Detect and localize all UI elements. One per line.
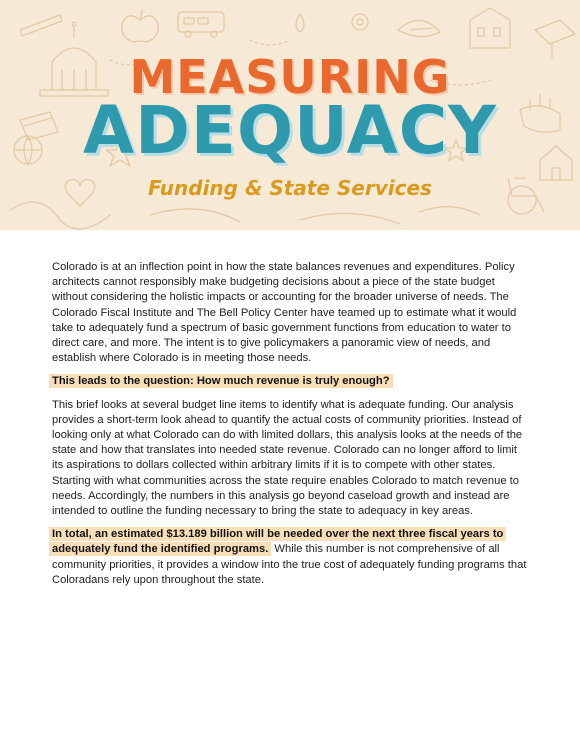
body-content [52,260,530,596]
leaf-icon [398,20,440,36]
header-banner [0,0,580,230]
building-icon [470,8,510,48]
pencil-icon [20,15,62,36]
total-highlight: In total, an estimated $13.189 billion will be needed over the next three fiscal years to adequately fund the identified programs. [49,527,506,556]
question-highlight: This leads to the question: How much revenue is truly enough? [49,374,393,388]
title-line-1: MEASURING [129,50,451,104]
apple-icon [122,10,159,42]
subtitle: Funding & State Services [148,176,432,200]
intro-paragraph: Colorado is at an inflection point in how the state balances revenues and expenditures. Policy architects cannot responsibly make budgeting decisions about a piece of the state budget without considering the holistic impacts or accounting for the broader universe of needs. The Colorado Fiscal Institute and The Bell Policy Center have teamed up to estimate what it would take to adequately fund a spectrum of basic government functions from education to water to direct care, and more. The intent is to give policymakers a panoramic view of needs, and establish where Colorado is in meeting those needs. [52,261,517,365]
swirl-decoration [10,202,110,229]
total-rest: While this number is not comprehensive of all community priorities, it provides a window into the true cost of adequately funding programs that Coloradans rely upon throughout the state. [52,543,527,586]
school-bus-icon [178,12,224,37]
analysis-paragraph: This brief looks at several budget line items to identify what is adequate funding. Our analysis provides a short-term look ahead to quantify the actual costs of community priorities. Instead of looking only at what Colorado can do with limited dollars, this analysis looks at the needs of the state and how that translates into needed state revenue. Colorado can no longer afford to limit its aspirations to dollars collected within arbitrary limits if it is to compete with other states. Starting with what communities across the state require enables Colorado to match revenue to needs. Accordingly, the numbers in this analysis go beyond caseload growth and instead are intended to outline the funding necessary to bring the state to adequacy in key areas. [52,398,523,518]
title-line-2: ADEQUACY [83,92,497,169]
gear-icon [352,14,368,30]
swirl-decoration [150,207,480,224]
water-drop-icon [296,14,304,32]
total-paragraph [52,527,530,588]
question-callout [52,374,530,389]
